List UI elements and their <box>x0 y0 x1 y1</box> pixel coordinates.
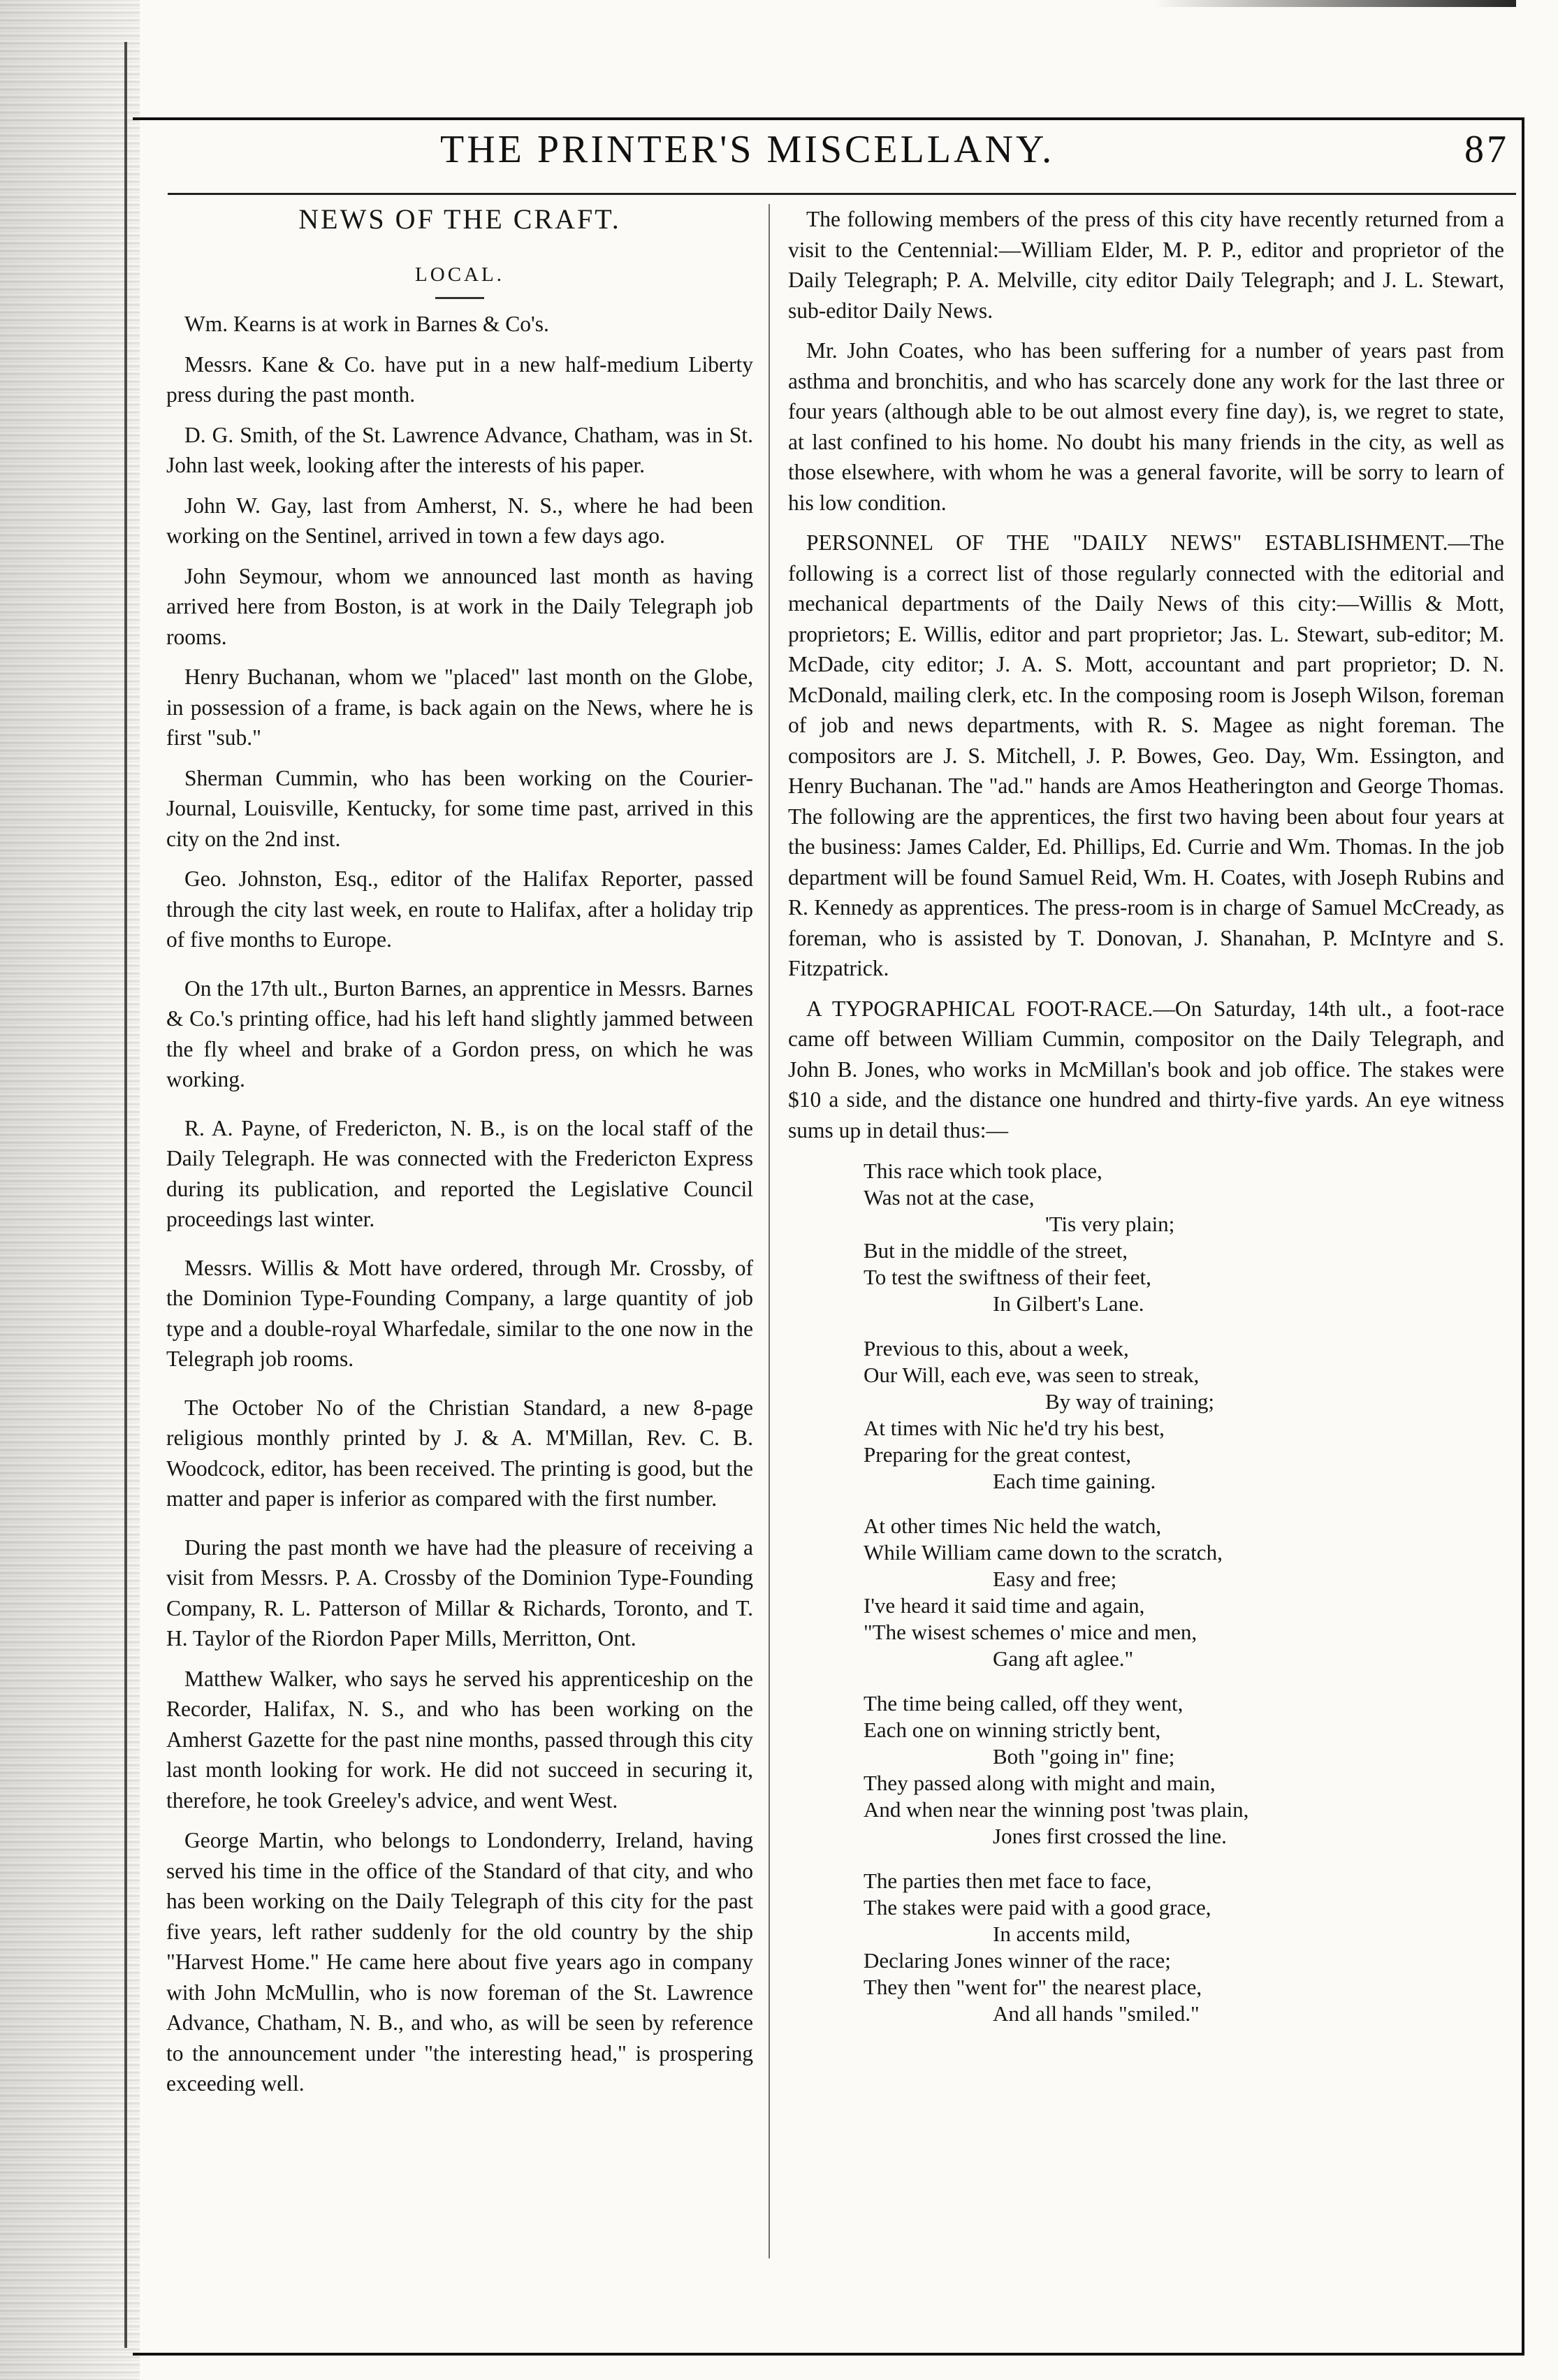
news-item: The October No of the Christian Standard, a new 8-page religious monthly printed by J. & A. M'Millan, Rev. C. B. Woodcock, editor, has been received. The printing is good, but the matter and paper is inferior as compared with the first number. <box>166 1395 753 1511</box>
poem-line: Preparing for the great contest, <box>864 1442 1132 1467</box>
top-scratch-mark <box>1153 0 1516 7</box>
binding-edge <box>0 0 140 2380</box>
poem-line: The time being called, off they went, <box>864 1691 1184 1715</box>
poem-line: The parties then met face to face, <box>864 1869 1152 1893</box>
news-item: During the past month we have had the pleasure of receiving a visit from Messrs. P. A. Crossby of the Dominion Type-Founding Company, R. L. Patterson of Millar & Richards, Toronto, and T. H. Taylor of the Riordon Paper Mills, Merritton, Ont. <box>166 1534 753 1650</box>
news-item: John W. Gay, last from Amherst, N. S., where he had been working on the Sentinel, arrived in town a few days ago. <box>166 493 753 548</box>
poem-line: By way of training; <box>1045 1389 1214 1414</box>
poem-line: Gang aft aglee." <box>993 1646 1134 1671</box>
poem-line: At other times Nic held the watch, <box>864 1514 1162 1538</box>
news-item: On the 17th ult., Burton Barnes, an apprentice in Messrs. Barnes & Co.'s printing office, had his left hand slightly jammed between the fly wheel and brake of a Gordon press, on which he was working. <box>166 975 753 1091</box>
news-item: Matthew Walker, who says he served his apprenticeship on the Recorder, Halifax, N. S., and who has been working on the Amherst Gazette for the past nine months, passed through this city last month looking for work. He did not succeed in securing it, therefore, he took Greeley's advice, and went West. <box>166 1666 753 1813</box>
poem-line: 'Tis very plain; <box>1045 1212 1175 1236</box>
page-number: 87 <box>1464 128 1509 171</box>
news-item: John Seymour, whom we announced last month as having arrived here from Boston, is at work in the Daily Telegraph job rooms. <box>166 563 753 649</box>
poem-line: And when near the winning post 'twas plain, <box>864 1797 1249 1822</box>
poem-stanza <box>864 1335 1504 1495</box>
left-column <box>166 204 753 2109</box>
subsection-rule <box>435 297 484 299</box>
poem-line: Easy and free; <box>993 1567 1117 1591</box>
poem-line: Previous to this, about a week, <box>864 1336 1129 1360</box>
poem-line: This race which took place, <box>864 1159 1102 1183</box>
right-column <box>788 204 1504 2045</box>
poem-line: At times with Nic he'd try his best, <box>864 1416 1165 1440</box>
news-item: Messrs. Willis & Mott have ordered, through Mr. Crossby, of the Dominion Type-Founding Company, a large quantity of job type and a double-royal Wharfedale, similar to the one now in the Telegraph job rooms. <box>166 1255 753 1371</box>
running-header <box>168 120 1516 183</box>
poem-line: The stakes were paid with a good grace, <box>864 1895 1211 1920</box>
news-item: Messrs. Kane & Co. have put in a new half-medium Liberty press during the past month. <box>166 351 753 407</box>
poem-line: Each one on winning strictly bent, <box>864 1718 1161 1742</box>
poem-line: Both "going in" fine; <box>993 1744 1175 1769</box>
poem-line: Our Will, each eve, was seen to streak, <box>864 1363 1200 1387</box>
section-title: NEWS OF THE CRAFT. <box>298 203 621 235</box>
subsection-title: LOCAL. <box>415 263 504 286</box>
news-item: Wm. Kearns is at work in Barnes & Co's. <box>184 312 549 336</box>
poem-line: To test the swiftness of their feet, <box>864 1265 1151 1289</box>
poem <box>864 1158 1504 2027</box>
news-item: Henry Buchanan, whom we "placed" last month on the Globe, in possession of a frame, is back again on the News, where he is first "sub." <box>166 665 753 750</box>
poem-line: They then "went for" the nearest place, <box>864 1975 1202 1999</box>
poem-line: They passed along with might and main, <box>864 1771 1216 1795</box>
poem-line: In Gilbert's Lane. <box>993 1291 1144 1316</box>
news-item: Sherman Cummin, who has been working on the Courier-Journal, Louisville, Kentucky, for some time past, arrived in this city on the 2nd inst. <box>166 765 753 851</box>
poem-line: Was not at the case, <box>864 1185 1035 1210</box>
poem-line: "The wisest schemes o' mice and men, <box>864 1620 1197 1644</box>
publication-title: THE PRINTER'S MISCELLANY. <box>440 128 1055 171</box>
poem-stanza <box>864 1868 1504 2027</box>
news-item: Mr. John Coates, who has been suffering for a number of years past from asthma and bronchitis, and who has scarcely done any work for the last three or four years (although able to be out almost every fine day), is, we regret to state, at last confined to his home. No doubt his many friends in the city, as well as those elsewhere, with whom he was a general favorite, will be sorry to learn of his low condition. <box>788 338 1504 515</box>
header-rule <box>168 193 1516 195</box>
news-item: R. A. Payne, of Fredericton, N. B., is on the local staff of the Daily Telegraph. He was connected with the Fredericton Express during its publication, and reported the Legislative Council proceedings last winter. <box>166 1115 753 1231</box>
poem-line: I've heard it said time and again, <box>864 1593 1145 1618</box>
poem-line: Jones first crossed the line. <box>993 1824 1227 1848</box>
poem-line: While William came down to the scratch, <box>864 1540 1223 1565</box>
poem-stanza <box>864 1690 1504 1850</box>
news-item: A TYPOGRAPHICAL FOOT-RACE.—On Saturday, 14th ult., a foot-race came off between William Cummin, compositor on the Daily Telegraph, and John B. Jones, who works in McMillan's book and job office. The stakes were $10 a side, and the distance one hundred and thirty-five yards. An eye witness sums up in detail thus:— <box>788 996 1504 1142</box>
poem-line: Each time gaining. <box>993 1469 1156 1493</box>
news-item: George Martin, who belongs to Londonderry, Ireland, having served his time in the office of the Standard of that city, and who has been working on the Daily Telegraph of this city for the past five years, left rather suddenly for the old country by the ship "Harvest Home." He came here about five years ago in company with John McMullin, who is now foreman of the St. Lawrence Advance, Chatham, N. B., and who, as will be seen by reference to the announcement under "the interesting head," is prospering exceeding well. <box>166 1828 753 2096</box>
poem-stanza <box>864 1513 1504 1672</box>
poem-stanza <box>864 1158 1504 1317</box>
news-item: D. G. Smith, of the St. Lawrence Advance, Chatham, was in St. John last week, looking after the interests of his paper. <box>166 422 753 477</box>
binding-rule <box>124 42 127 2348</box>
poem-line: And all hands "smiled." <box>993 2001 1200 2026</box>
news-item: PERSONNEL OF THE "DAILY NEWS" ESTABLISHMENT.—The following is a correct list of those regularly connected with the editorial and mechanical departments of the Daily News of this city:—Willis & Mott, proprietors; E. Willis, editor and part proprietor; Jas. L. Stewart, sub-editor; M. McDade, city editor; J. A. S. Mott, accountant and part proprietor; D. N. McDonald, mailing clerk, etc. In the composing room is Joseph Wilson, foreman of job and news departments, with R. S. Magee as night foreman. The compositors are J. S. Mitchell, J. P. Bowes, Geo. Day, Wm. Essington, and Henry Buchanan. The "ad." hands are Amos Heatherington and George Thomas. The following are the apprentices, the first two having been about four years at the business: James Calder, Ed. Phillips, Ed. Currie and Wm. Thomas. In the job department will be found Samuel Reid, Wm. H. Coates, with Joseph Rubins and R. Kennedy as apprentices. The press-room is in charge of Samuel McCready, as foreman, who is assisted by T. Donovan, J. Shanahan, P. McIntyre and S. Fitzpatrick. <box>788 530 1504 980</box>
column-divider <box>769 204 770 2258</box>
poem-line: In accents mild, <box>993 1922 1131 1946</box>
poem-line: But in the middle of the street, <box>864 1238 1128 1263</box>
poem-line: Declaring Jones winner of the race; <box>864 1948 1171 1973</box>
news-item: Geo. Johnston, Esq., editor of the Halifax Reporter, passed through the city last week, en route to Halifax, after a holiday trip of five months to Europe. <box>166 866 753 952</box>
news-item: The following members of the press of this city have recently returned from a visit to the Centennial:—William Elder, M. P. P., editor and proprietor of the Daily Telegraph; P. A. Melville, city editor Daily Telegraph; and J. L. Stewart, sub-editor Daily News. <box>788 207 1504 323</box>
